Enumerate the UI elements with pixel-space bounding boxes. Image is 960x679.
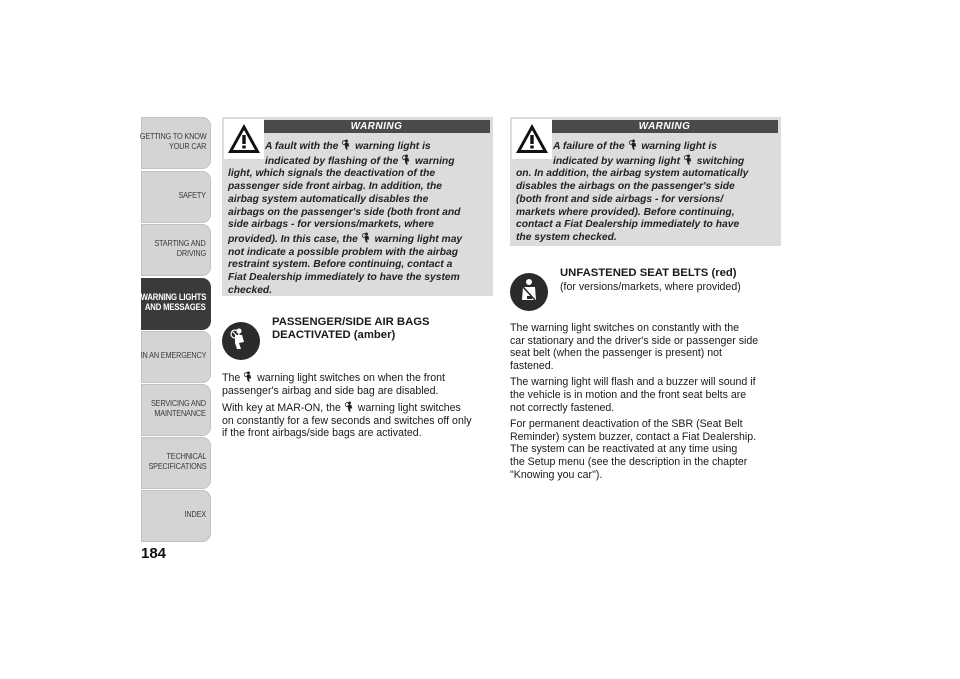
text-line: light, which signals the deactivation of the (228, 168, 436, 180)
text-line: the Setup menu (see the description in the chapter (510, 455, 748, 468)
text-line: seat belt (when the passenger is present) not (510, 347, 722, 360)
text-line: Reminder) system buzzer, contact a Fiat Dealership. (510, 430, 757, 443)
text-line: checked. (228, 284, 273, 296)
text-line: not correctly fastened. (510, 401, 615, 414)
text-line: For permanent deactivation of the SBR (Seat Belt (510, 418, 743, 431)
seatbelt-section-subtitle: (for versions/markets, where provided) (560, 281, 741, 293)
right-warning-text (516, 139, 748, 245)
paragraph (222, 371, 472, 397)
text-line: passenger's airbag and side bag are disabled. (222, 384, 439, 397)
sidebar-tab-label: STARTING AND (154, 238, 206, 248)
sidebar-tab-label: MAINTENANCE (154, 408, 206, 418)
airbag-warning-light-icon (243, 371, 254, 382)
airbag-section-title-l1: PASSENGER/SIDE AIR BAGS (272, 316, 430, 328)
right-warning-header: WARNING (551, 120, 778, 133)
airbag-warning-light-icon (341, 139, 352, 150)
left-warning-header: WARNING (263, 120, 490, 133)
sidebar-tab[interactable] (141, 117, 211, 169)
paragraph (222, 401, 472, 440)
sidebar-tab-label: SAFETY (178, 190, 206, 200)
right-warning-box (510, 117, 781, 246)
sidebar-tab-label: INDEX (184, 509, 206, 519)
seatbelt-section-body (510, 322, 758, 485)
left-warning-box (222, 117, 493, 296)
seatbelt-section-title: UNFASTENED SEAT BELTS (red) (560, 267, 737, 279)
airbag-warning-light-icon (344, 401, 355, 412)
paragraph (510, 322, 758, 372)
text-line: if the front airbags/side bags are activated. (222, 427, 422, 440)
text-line: disables the airbags on the passenger's side (516, 181, 735, 193)
sidebar-tab-label: SERVICING AND (151, 398, 206, 408)
text-line: The warning light switches on when the front (222, 372, 445, 384)
text-line: The system can be reactivated at any time using (510, 443, 738, 456)
sidebar-tab-label: TECHNICAL (166, 451, 206, 461)
text-line: side airbags - for versions/markets, where (228, 219, 435, 231)
text-line: (both front and side airbags - for versions/ (516, 193, 724, 205)
text-line: markets where provided). Before continuing, (516, 206, 735, 218)
sidebar-tab[interactable] (141, 331, 211, 383)
text-line: passenger side front airbag. In addition, the (228, 181, 442, 193)
airbag-warning-light-icon (683, 154, 694, 165)
text-line: airbag system automatically disables the (228, 193, 429, 205)
sidebar-tab-label: DRIVING (176, 248, 206, 258)
sidebar-tab-label: GETTING TO KNOW (139, 131, 206, 141)
sidebar-tab[interactable] (141, 171, 211, 223)
text-line: airbags on the passenger's side (both front and (228, 206, 461, 218)
sidebar-tab-label: AND MESSAGES (145, 302, 206, 312)
page-number: 184 (141, 545, 167, 562)
text-line: A fault with the warning light is (265, 141, 431, 152)
sidebar-tab-label: IN AN EMERGENCY (140, 350, 206, 360)
airbag-warning-light-icon (361, 232, 372, 243)
text-line: Fiat Dealership immediately to have the system (228, 272, 460, 284)
paragraph (510, 418, 758, 481)
sidebar-tab-label: WARNING LIGHTS (140, 292, 206, 302)
text-line: not indicate a possible problem with the airbag (228, 246, 458, 258)
text-line: A failure of the warning light is (553, 141, 717, 152)
text-line: The warning light switches on constantly with the (510, 322, 740, 334)
text-line: contact a Fiat Dealership immediately to have (516, 219, 740, 231)
text-line: "Knowing you car"). (510, 468, 603, 481)
sidebar-tab[interactable] (141, 278, 211, 330)
text-line: the vehicle is in motion and the front seat belts are (510, 388, 747, 401)
sidebar-tab[interactable] (141, 384, 211, 436)
text-line: car stationary and the driver's side or passenger side (510, 334, 759, 347)
seat-belt-icon (510, 273, 548, 311)
text-line: fastened. (510, 359, 554, 372)
airbag-warning-light-icon (628, 139, 639, 150)
sidebar-tab[interactable] (141, 437, 211, 489)
text-line: indicated by flashing of the warning (265, 155, 455, 167)
text-line: on. In addition, the airbag system automatically (516, 168, 749, 180)
text-line: indicated by warning light switching (553, 155, 745, 167)
text-line: on constantly for a few seconds and switches off only (222, 414, 472, 427)
text-line: restraint system. Before continuing, contact a (228, 259, 453, 271)
sidebar-tab-label: SPECIFICATIONS (148, 461, 206, 471)
sidebar-tab[interactable] (141, 224, 211, 276)
airbag-section-body (222, 371, 472, 444)
paragraph (510, 376, 758, 414)
left-warning-text (228, 139, 462, 297)
text-line: With key at MAR-ON, the warning light switches (222, 402, 461, 415)
sidebar-tab[interactable] (141, 490, 211, 542)
sidebar-tab-label: YOUR CAR (168, 141, 206, 151)
airbag-section-title-l2: DEACTIVATED (amber) (272, 329, 396, 341)
airbag-deactivated-icon (222, 322, 260, 360)
text-line: The warning light will flash and a buzzer will sound if (510, 376, 756, 389)
airbag-warning-light-icon (401, 154, 412, 165)
text-line: the system checked. (516, 231, 617, 243)
text-line: provided). In this case, the warning light may (228, 233, 463, 245)
